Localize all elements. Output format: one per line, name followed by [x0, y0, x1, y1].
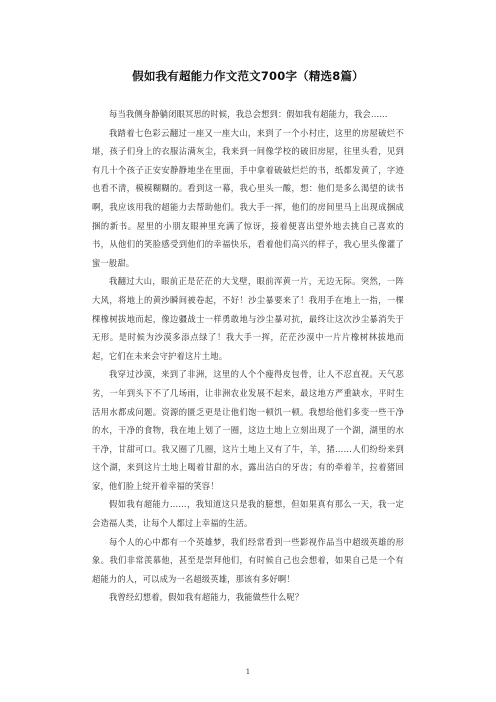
paragraph: 我踏着七色彩云翻过一座又一座大山，来到了一个小村庄，这里的房屋破烂不堪，孩子们身上的衣服沾满灰尘，我来到一间像学校的破旧房屋，往里头看，见到有几十个孩子正安安静静地坐在里面，手中拿着破破烂烂的书，纸都发黄了，字迹也看不清，模模糊糊的。看到这一幕，我心里头一酸，想：他们是多么渴望的读书啊，我应该用我的超能力去帮助他们。我大手一挥，他们的房间里马上出现成捆成捆的新书。屋里的小朋友眼神里充满了惊讶，接着便喜出望外地去挑自己喜欢的书，从他们的笑脸感受到他们的幸福快乐，看着他们高兴的样子，我心里头像灌了蜜一般甜。 — [92, 127, 404, 268]
document-title: 假如我有超能力作文范文700字（精选8篇） — [132, 69, 364, 83]
paragraph: 我翻过大山，眼前正是茫茫的大戈壁，眼前浑黄一片，无边无际。突然，一阵大风，将地上的黄沙瞬间被卷起，不好！沙尘暴要来了！我用手在地上一指，一棵棵橡树拔地而起，像边疆战士一样勇敢地与沙尘暴对抗，最终让这次沙尘暴消失于无形。是时候为沙漠多添点绿了！我大手一挥，茫茫沙漠中一片片橡树林拔地而起，它们在未来会守护着这片土地。 — [92, 276, 404, 361]
paragraph: 每个人的心中都有一个英雄梦，我们经常看到一些影视作品当中超级英雄的形象。我们非常羡慕他，甚至是崇拜他们，有时候自己也会想着，如果自己是一个有超能力的人，可以成为一名超级英雄，那该有多好啊！ — [92, 536, 404, 584]
document-body — [92, 105, 404, 607]
page-number: 1 — [245, 668, 251, 676]
paragraph: 我曾经幻想着，假如我有超能力，我能做些什么呢？ — [109, 592, 304, 603]
paragraph: 我穿过沙漠，来到了非洲，这里的人个个瘦得皮包骨，让人不忍直视。天气恶劣，一年到头下不了几场雨，让非洲农业发展不起来，最这地方严重缺水，平时生活用水都成问题。资源的匮乏更是让他们饱一顿饥一顿。我想给他们多变一些干净的水，干净的食物，我在地上划了一圈，这边土地上立刻出现了一个湖，湖里的水干净，甘甜可口。我又圈了几圈，这片土地上又有了牛，羊，猪……人们纷纷来到这个湖，来到这片土地上喝着甘甜的水，露出洁白的牙齿；有的牵着羊，拉着猪回家，他们脸上绽开着幸福的笑容！ — [92, 369, 404, 491]
paragraph: 假如我有超能力……，我知道这只是我的臆想，但如果真有那么一天，我一定会造福人类，让每个人都过上幸福的生活。 — [92, 499, 404, 529]
paragraph: 每当我侧身静躺闭眼冥思的时候，我总会想到：假如我有超能力，我会…… — [109, 109, 388, 119]
